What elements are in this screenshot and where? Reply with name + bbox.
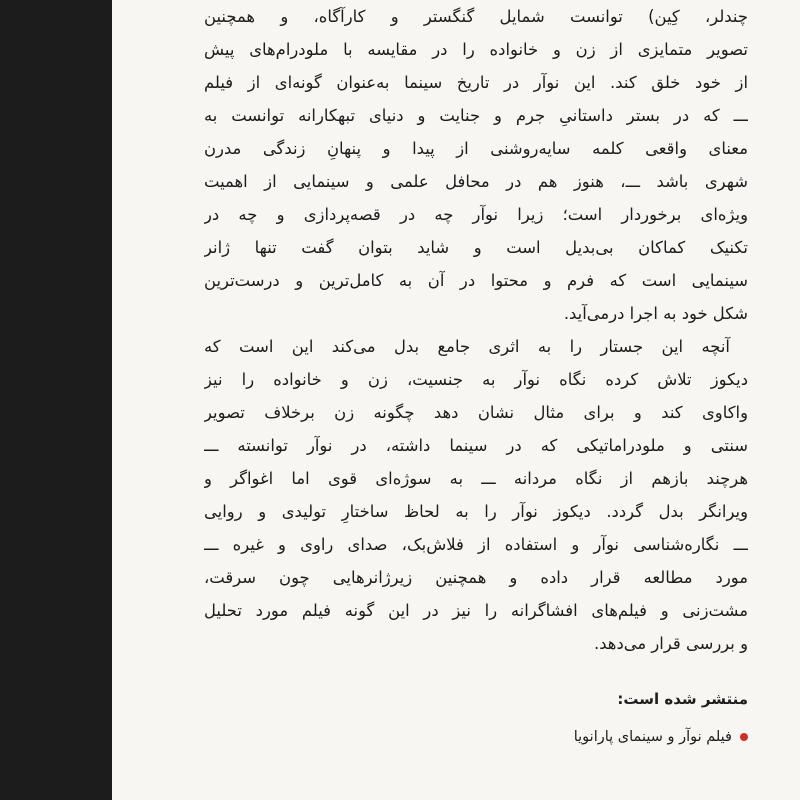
text-line: مشت‌زنی و فیلم‌های افشاگرانه را نیز در این گونه فیلم مورد تحلیل bbox=[204, 601, 748, 620]
back-cover-page bbox=[112, 0, 800, 800]
text-line: از خود خلق کند. این نوآر در تاریخ سینما به‌عنوان گونه‌ای از فیلم bbox=[204, 73, 748, 92]
text-line: چندلر، کِین) توانست شمایل گنگستر و کارآگاه، و همچنین bbox=[204, 7, 748, 26]
text-line: تصویر متمایزی از زن و خانواده را در مقایسه با ملودرام‌های پیش bbox=[204, 40, 748, 59]
published-list-item bbox=[574, 729, 748, 745]
published-book-title: فیلم نوآر و سینمای پارانویا bbox=[573, 729, 732, 745]
cover-description bbox=[204, 0, 748, 660]
text-line: دیکوز تلاش کرده نگاه نوآر به جنسیت، زن و خانواده را نیز bbox=[204, 370, 748, 389]
text-line: مورد مطالعه قرار داده و همچنین زیرژانرهایی چون سرقت، bbox=[204, 568, 748, 587]
text-line: ویژه‌ای برخوردار است؛ زیرا نوآر چه در قصه‌پردازی و چه در bbox=[204, 205, 748, 224]
red-bullet-icon bbox=[740, 733, 748, 741]
text-line: تکنیک کماکان بی‌بدیل است و شاید بتوان گفت تنها ژانر bbox=[204, 238, 748, 257]
text-line: شکل خود به اجرا درمی‌آید. bbox=[563, 304, 748, 323]
text-line: و بررسی قرار می‌دهد. bbox=[593, 634, 748, 653]
text-line: شهری باشد ـــ، هنوز هم در محافل علمی و سینمایی از اهمیت bbox=[204, 172, 748, 191]
text-line: ـــ نگاره‌شناسی نوآر و استفاده از فلاش‌بک، صدای راوی و غیره ـــ bbox=[204, 535, 748, 554]
text-line: ویرانگر بدل گردد. دیکوز نوآر را به لحاظ ساختارِ تولیدی و روایی bbox=[204, 502, 748, 521]
text-line: معنای واقعی کلمه سایه‌روشنی از پیدا و پنهانِ زندگی مدرن bbox=[204, 139, 748, 158]
text-line: واکاوی کند و برای مثال نشان دهد چگونه زن برخلاف تصویر bbox=[204, 403, 748, 422]
text-line: ـــ که در بستر داستانیِ جرم و جنایت و دنیای تبهکارانه توانست به bbox=[204, 106, 748, 125]
text-line: آنچه این جستار را به اثری جامع بدل می‌کند این است که bbox=[204, 337, 730, 356]
text-line: سنتی و ملودراماتیکی که در سینما داشته، در نوآر توانسته ـــ bbox=[204, 436, 748, 455]
book-spine bbox=[0, 0, 112, 800]
text-line: هرچند بازهم از نگاه مردانه ـــ به سوژه‌ای قوی اما اغواگر و bbox=[204, 469, 748, 488]
text-line: سینمایی است که فرم و محتوا در آن به کامل‌ترین و درست‌ترین bbox=[204, 271, 748, 290]
published-heading: منتشر شده است: bbox=[617, 690, 748, 708]
